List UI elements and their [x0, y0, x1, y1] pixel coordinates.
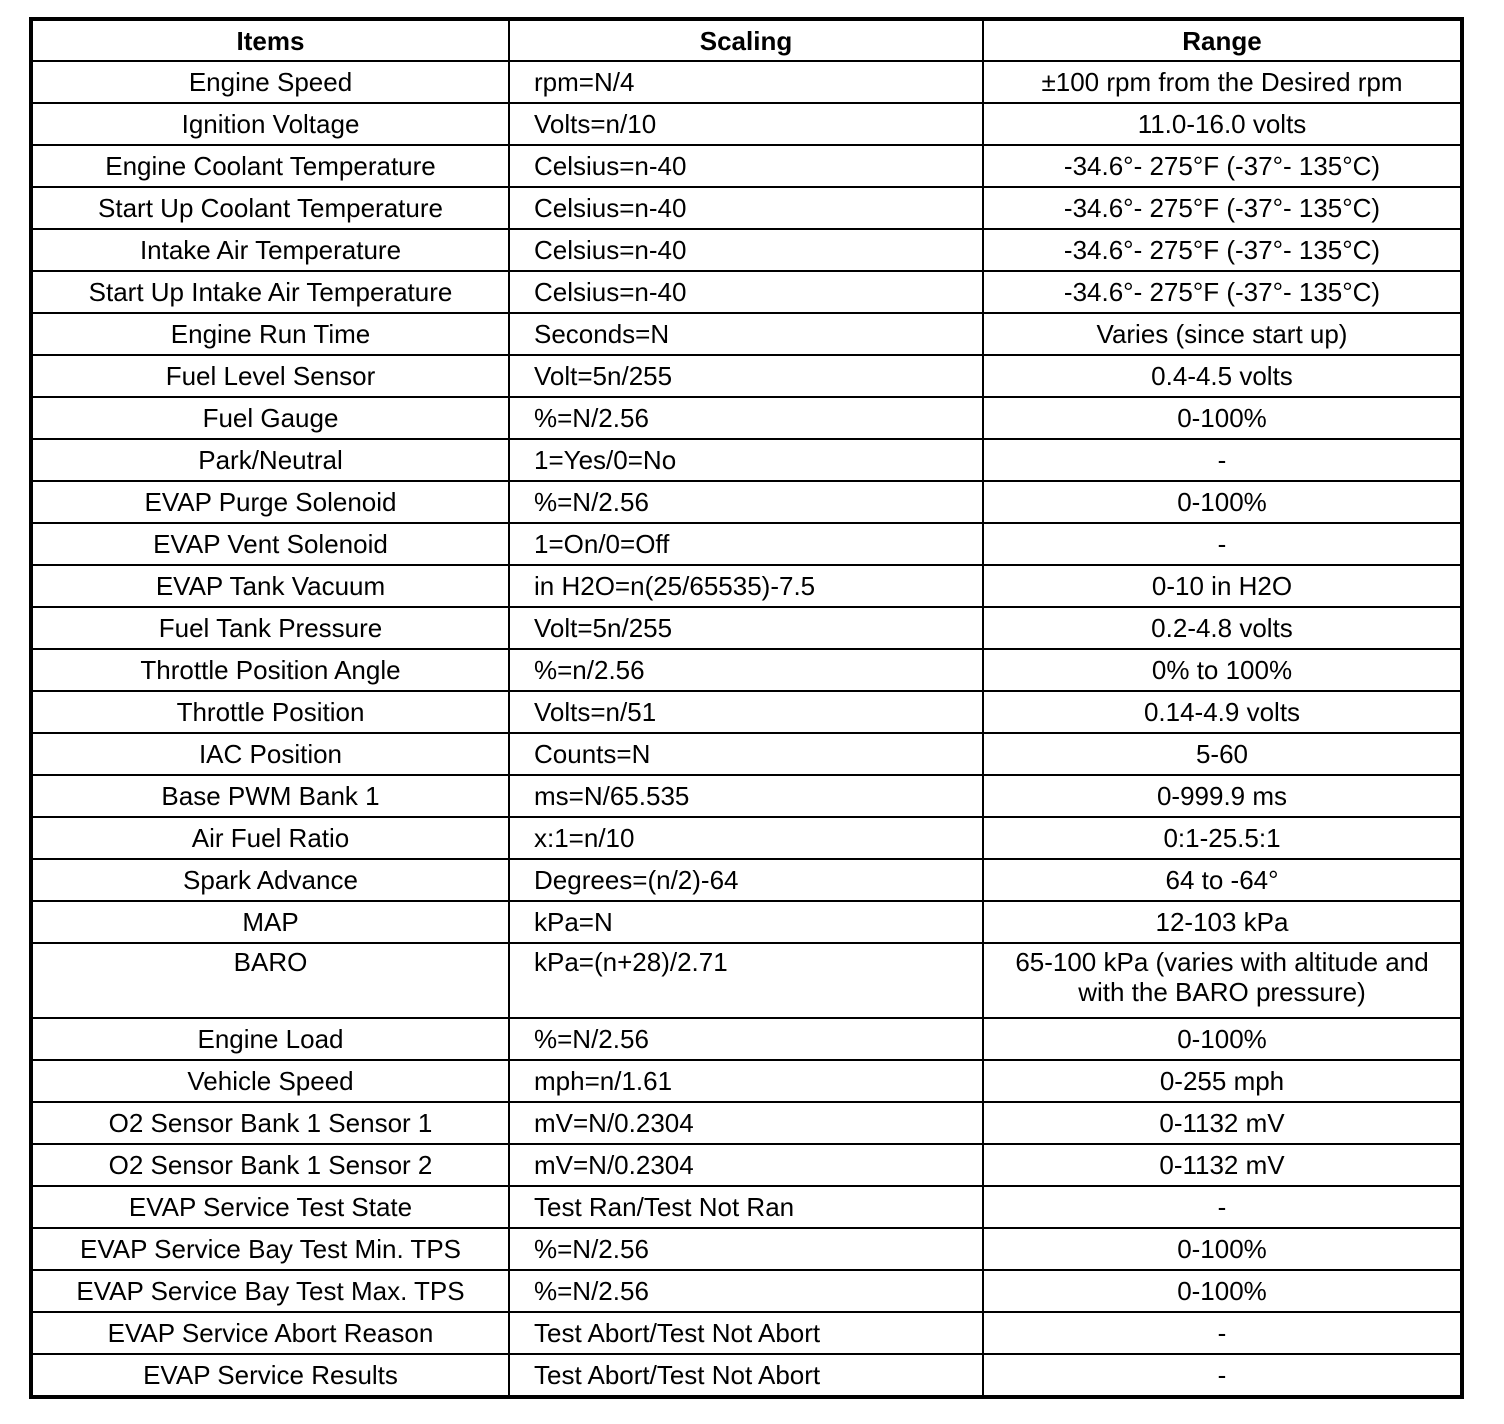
scaling-cell: %=N/2.56 [509, 1270, 983, 1312]
range-cell: 0-255 mph [983, 1060, 1462, 1102]
table-row [31, 397, 1462, 439]
scaling-cell: mV=N/0.2304 [509, 1102, 983, 1144]
scaling-cell: Celsius=n-40 [509, 271, 983, 313]
scaling-cell: Volts=n/10 [509, 103, 983, 145]
scaling-cell: kPa=(n+28)/2.71 [509, 943, 983, 1018]
scaling-cell: rpm=N/4 [509, 61, 983, 103]
scaling-cell: Volt=5n/255 [509, 355, 983, 397]
item-cell: Start Up Coolant Temperature [31, 187, 509, 229]
item-cell: EVAP Service Bay Test Min. TPS [31, 1228, 509, 1270]
item-cell: BARO [31, 943, 509, 1018]
table-row [31, 1018, 1462, 1060]
range-cell: -34.6°- 275°F (-37°- 135°C) [983, 145, 1462, 187]
range-cell: ±100 rpm from the Desired rpm [983, 61, 1462, 103]
table-row [31, 1060, 1462, 1102]
table-row [31, 1186, 1462, 1228]
table-row [31, 775, 1462, 817]
scaling-cell: Volts=n/51 [509, 691, 983, 733]
item-cell: O2 Sensor Bank 1 Sensor 1 [31, 1102, 509, 1144]
table-row [31, 943, 1462, 1018]
item-cell: Throttle Position Angle [31, 649, 509, 691]
range-cell: -34.6°- 275°F (-37°- 135°C) [983, 229, 1462, 271]
scaling-cell: %=N/2.56 [509, 397, 983, 439]
range-cell: 0-100% [983, 1228, 1462, 1270]
range-cell: 0.4-4.5 volts [983, 355, 1462, 397]
table-row [31, 607, 1462, 649]
item-cell: Spark Advance [31, 859, 509, 901]
scaling-cell: Test Ran/Test Not Ran [509, 1186, 983, 1228]
scaling-cell: ms=N/65.535 [509, 775, 983, 817]
range-cell: 0-10 in H2O [983, 565, 1462, 607]
item-cell: Throttle Position [31, 691, 509, 733]
item-cell: Ignition Voltage [31, 103, 509, 145]
table-row [31, 355, 1462, 397]
range-cell: 65-100 kPa (varies with altitude and with the BARO pressure) [983, 943, 1462, 1018]
scaling-cell: x:1=n/10 [509, 817, 983, 859]
item-cell: O2 Sensor Bank 1 Sensor 2 [31, 1144, 509, 1186]
item-cell: Fuel Gauge [31, 397, 509, 439]
item-cell: EVAP Service Abort Reason [31, 1312, 509, 1354]
scaling-range-table [29, 17, 1464, 1399]
item-cell: Base PWM Bank 1 [31, 775, 509, 817]
range-cell: 11.0-16.0 volts [983, 103, 1462, 145]
range-cell: 0.2-4.8 volts [983, 607, 1462, 649]
range-cell: -34.6°- 275°F (-37°- 135°C) [983, 187, 1462, 229]
scaling-cell: mV=N/0.2304 [509, 1144, 983, 1186]
item-cell: EVAP Purge Solenoid [31, 481, 509, 523]
table-row [31, 1102, 1462, 1144]
header-scaling: Scaling [509, 19, 983, 61]
table-row [31, 733, 1462, 775]
range-cell: - [983, 1186, 1462, 1228]
scaling-cell: Celsius=n-40 [509, 187, 983, 229]
table-row [31, 313, 1462, 355]
range-cell: 0.14-4.9 volts [983, 691, 1462, 733]
range-cell: Varies (since start up) [983, 313, 1462, 355]
range-cell: 0-100% [983, 481, 1462, 523]
item-cell: Engine Load [31, 1018, 509, 1060]
scaling-cell: Volt=5n/255 [509, 607, 983, 649]
range-cell: - [983, 1354, 1462, 1397]
scaling-cell: Celsius=n-40 [509, 145, 983, 187]
scaling-cell: %=n/2.56 [509, 649, 983, 691]
table-row [31, 481, 1462, 523]
range-cell: 0-999.9 ms [983, 775, 1462, 817]
item-cell: Fuel Tank Pressure [31, 607, 509, 649]
item-cell: EVAP Vent Solenoid [31, 523, 509, 565]
table-row [31, 439, 1462, 481]
scaling-cell: Test Abort/Test Not Abort [509, 1354, 983, 1397]
table-row [31, 901, 1462, 943]
scaling-cell: Degrees=(n/2)-64 [509, 859, 983, 901]
table-row [31, 691, 1462, 733]
item-cell: Park/Neutral [31, 439, 509, 481]
scaling-cell: %=N/2.56 [509, 1228, 983, 1270]
header-row [31, 19, 1462, 61]
range-cell: 0-1132 mV [983, 1144, 1462, 1186]
table-body [31, 61, 1462, 1397]
table-row [31, 565, 1462, 607]
table-row [31, 649, 1462, 691]
item-cell: Engine Coolant Temperature [31, 145, 509, 187]
item-cell: EVAP Service Results [31, 1354, 509, 1397]
scaling-cell: Seconds=N [509, 313, 983, 355]
scaling-cell: 1=On/0=Off [509, 523, 983, 565]
table-row [31, 817, 1462, 859]
item-cell: Vehicle Speed [31, 1060, 509, 1102]
scaling-cell: Celsius=n-40 [509, 229, 983, 271]
table-row [31, 523, 1462, 565]
range-cell: 64 to -64° [983, 859, 1462, 901]
range-cell: 0-100% [983, 1270, 1462, 1312]
table-row [31, 1228, 1462, 1270]
table-row [31, 271, 1462, 313]
item-cell: IAC Position [31, 733, 509, 775]
range-cell: 0-1132 mV [983, 1102, 1462, 1144]
item-cell: EVAP Service Bay Test Max. TPS [31, 1270, 509, 1312]
header-range: Range [983, 19, 1462, 61]
item-cell: Air Fuel Ratio [31, 817, 509, 859]
item-cell: EVAP Tank Vacuum [31, 565, 509, 607]
table-row [31, 187, 1462, 229]
range-cell: 0:1-25.5:1 [983, 817, 1462, 859]
table-row [31, 145, 1462, 187]
item-cell: EVAP Service Test State [31, 1186, 509, 1228]
table-row [31, 1270, 1462, 1312]
item-cell: Engine Speed [31, 61, 509, 103]
item-cell: Intake Air Temperature [31, 229, 509, 271]
scaling-cell: kPa=N [509, 901, 983, 943]
table-row [31, 1312, 1462, 1354]
range-cell: -34.6°- 275°F (-37°- 135°C) [983, 271, 1462, 313]
table-row [31, 1354, 1462, 1397]
scaling-cell: in H2O=n(25/65535)-7.5 [509, 565, 983, 607]
item-cell: MAP [31, 901, 509, 943]
range-cell: 0-100% [983, 397, 1462, 439]
scaling-cell: %=N/2.56 [509, 481, 983, 523]
table-row [31, 859, 1462, 901]
range-cell: 5-60 [983, 733, 1462, 775]
scaling-cell: Test Abort/Test Not Abort [509, 1312, 983, 1354]
table-row [31, 61, 1462, 103]
range-cell: - [983, 439, 1462, 481]
header-items: Items [31, 19, 509, 61]
range-cell: - [983, 523, 1462, 565]
item-cell: Start Up Intake Air Temperature [31, 271, 509, 313]
range-cell: - [983, 1312, 1462, 1354]
scaling-cell: %=N/2.56 [509, 1018, 983, 1060]
item-cell: Engine Run Time [31, 313, 509, 355]
table-row [31, 1144, 1462, 1186]
table-row [31, 103, 1462, 145]
range-cell: 0-100% [983, 1018, 1462, 1060]
scaling-cell: 1=Yes/0=No [509, 439, 983, 481]
range-cell: 0% to 100% [983, 649, 1462, 691]
range-cell: 12-103 kPa [983, 901, 1462, 943]
item-cell: Fuel Level Sensor [31, 355, 509, 397]
scaling-cell: Counts=N [509, 733, 983, 775]
table-row [31, 229, 1462, 271]
scaling-cell: mph=n/1.61 [509, 1060, 983, 1102]
